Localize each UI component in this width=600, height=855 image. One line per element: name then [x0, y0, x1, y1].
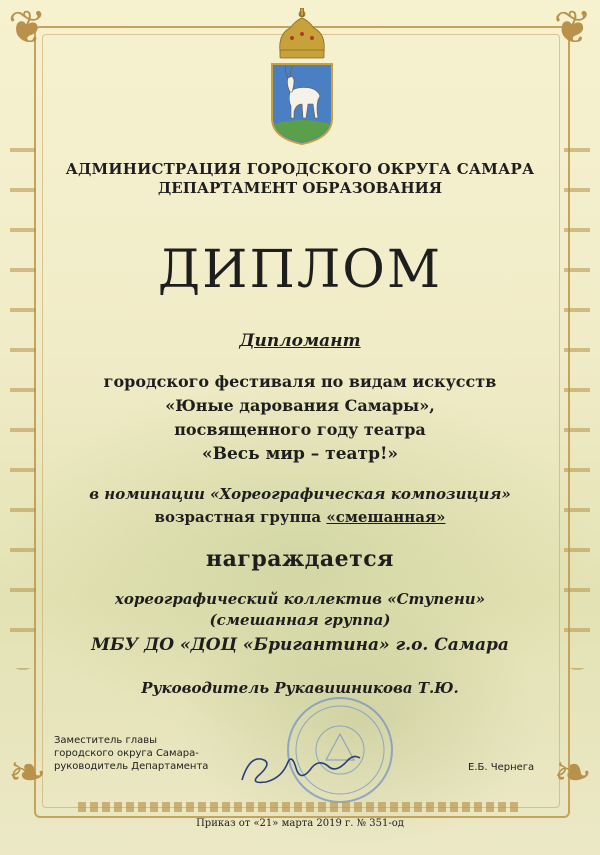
- corner-ornament-icon: ❧: [553, 745, 592, 799]
- signature-icon: [236, 742, 366, 794]
- festival-dedication: посвященного году театра: [174, 420, 426, 439]
- festival-line: городского фестиваля по видам искусств: [103, 372, 497, 391]
- department-name: ДЕПАРТАМЕНТ ОБРАЗОВАНИЯ: [157, 179, 443, 197]
- meander-border: [78, 802, 522, 812]
- age-group-prefix: возрастная группа: [154, 508, 327, 526]
- corner-ornament-icon: ❦: [553, 0, 592, 54]
- collective-group: (смешанная группа): [209, 611, 391, 629]
- organization-name: АДМИНИСТРАЦИЯ ГОРОДСКОГО ОКРУГА САМАРА: [65, 160, 535, 178]
- corner-ornament-icon: ❦: [8, 0, 47, 54]
- signatory-position: [54, 734, 208, 773]
- festival-name: «Юные дарования Самары»,: [165, 396, 435, 415]
- diploma-title: ДИПЛОМ: [157, 240, 443, 300]
- awarded-label: награждается: [206, 546, 394, 572]
- collective-name: хореографический коллектив «Ступени»: [114, 590, 486, 608]
- age-group-value: «смешанная»: [326, 508, 446, 526]
- institution-name: МБУ ДО «ДОЦ «Бригантина» г.о. Самара: [91, 635, 509, 655]
- signer-name: Е.Б. Чернега: [468, 762, 535, 773]
- order-reference: Приказ от «21» марта 2019 г. № 351-од: [196, 818, 404, 829]
- laureate-label: Дипломант: [239, 331, 361, 351]
- position-line: Заместитель главы: [54, 735, 158, 746]
- corner-ornament-icon: ❧: [8, 745, 47, 799]
- position-line: городского округа Самара-: [54, 748, 199, 759]
- position-line: руководитель Департамента: [54, 761, 209, 772]
- nomination: в номинации «Хореографическая композиция»: [89, 485, 511, 503]
- leader-name: Руководитель Рукавишникова Т.Ю.: [141, 679, 459, 697]
- age-group: [0, 508, 600, 526]
- coat-of-arms-icon: [266, 8, 338, 146]
- festival-motto: «Весь мир – театр!»: [201, 444, 399, 464]
